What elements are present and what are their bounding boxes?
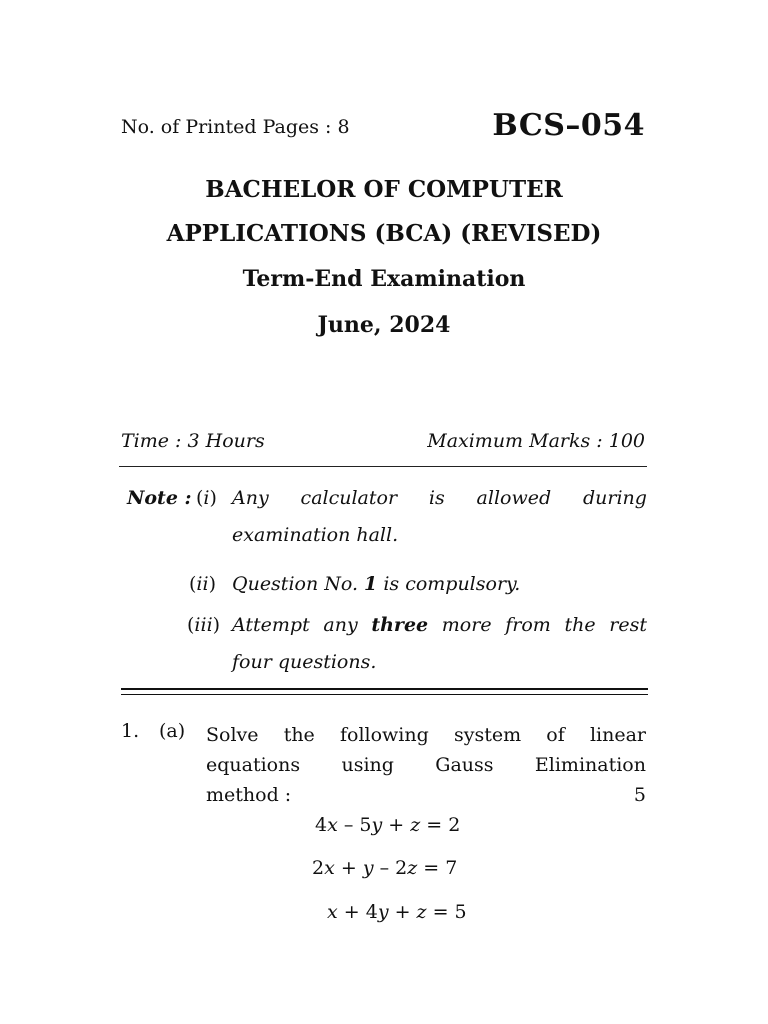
note-text-i-line-1: Any calculator is allowed during: [232, 487, 647, 509]
question-line-2: equations using Gauss Elimination: [206, 754, 646, 776]
note-label: Note :: [127, 487, 192, 509]
exam-name: Term-End Examination: [242, 266, 526, 292]
double-divider: [121, 688, 648, 695]
question-number: 1.: [121, 720, 140, 742]
equation-1: 4x – 5y + z = 2: [315, 814, 461, 836]
divider: [119, 466, 647, 467]
note-text-iii: [232, 607, 647, 681]
note-text-iii-line-1: Attempt any three more from the rest: [232, 614, 647, 636]
paper-header: [121, 108, 645, 148]
question-text: [206, 720, 646, 810]
note-text-iii-line-2: four questions.: [232, 651, 377, 673]
question-line-3: [206, 780, 646, 810]
exam-session: June, 2024: [317, 312, 451, 338]
note-text-i-line-2: examination hall.: [232, 524, 399, 546]
question-line-1: Solve the following system of linear: [206, 724, 646, 746]
question-marks: 5: [633, 784, 646, 806]
time-allowed: Time : 3 Hours: [121, 430, 265, 452]
note-roman-i: (i): [196, 487, 217, 509]
title-block: [0, 168, 768, 348]
note-text-ii: Question No. 1 is compulsory.: [232, 573, 521, 595]
equation-3: x + 4y + z = 5: [327, 901, 467, 923]
note-roman-ii: (ii): [189, 573, 216, 595]
question-method: method :: [206, 784, 292, 806]
printed-pages: No. of Printed Pages : 8: [121, 116, 350, 138]
note-roman-iii: (iii): [187, 614, 221, 636]
question-part: (a): [159, 720, 186, 742]
programme-title-line-2: APPLICATIONS (BCA) (REVISED): [166, 220, 602, 247]
note-text-i: [232, 480, 647, 554]
maximum-marks: Maximum Marks : 100: [427, 430, 645, 452]
programme-title-line-1: BACHELOR OF COMPUTER: [205, 176, 563, 203]
equation-2: 2x + y – 2z = 7: [312, 857, 458, 879]
course-code: BCS–054: [492, 108, 645, 143]
